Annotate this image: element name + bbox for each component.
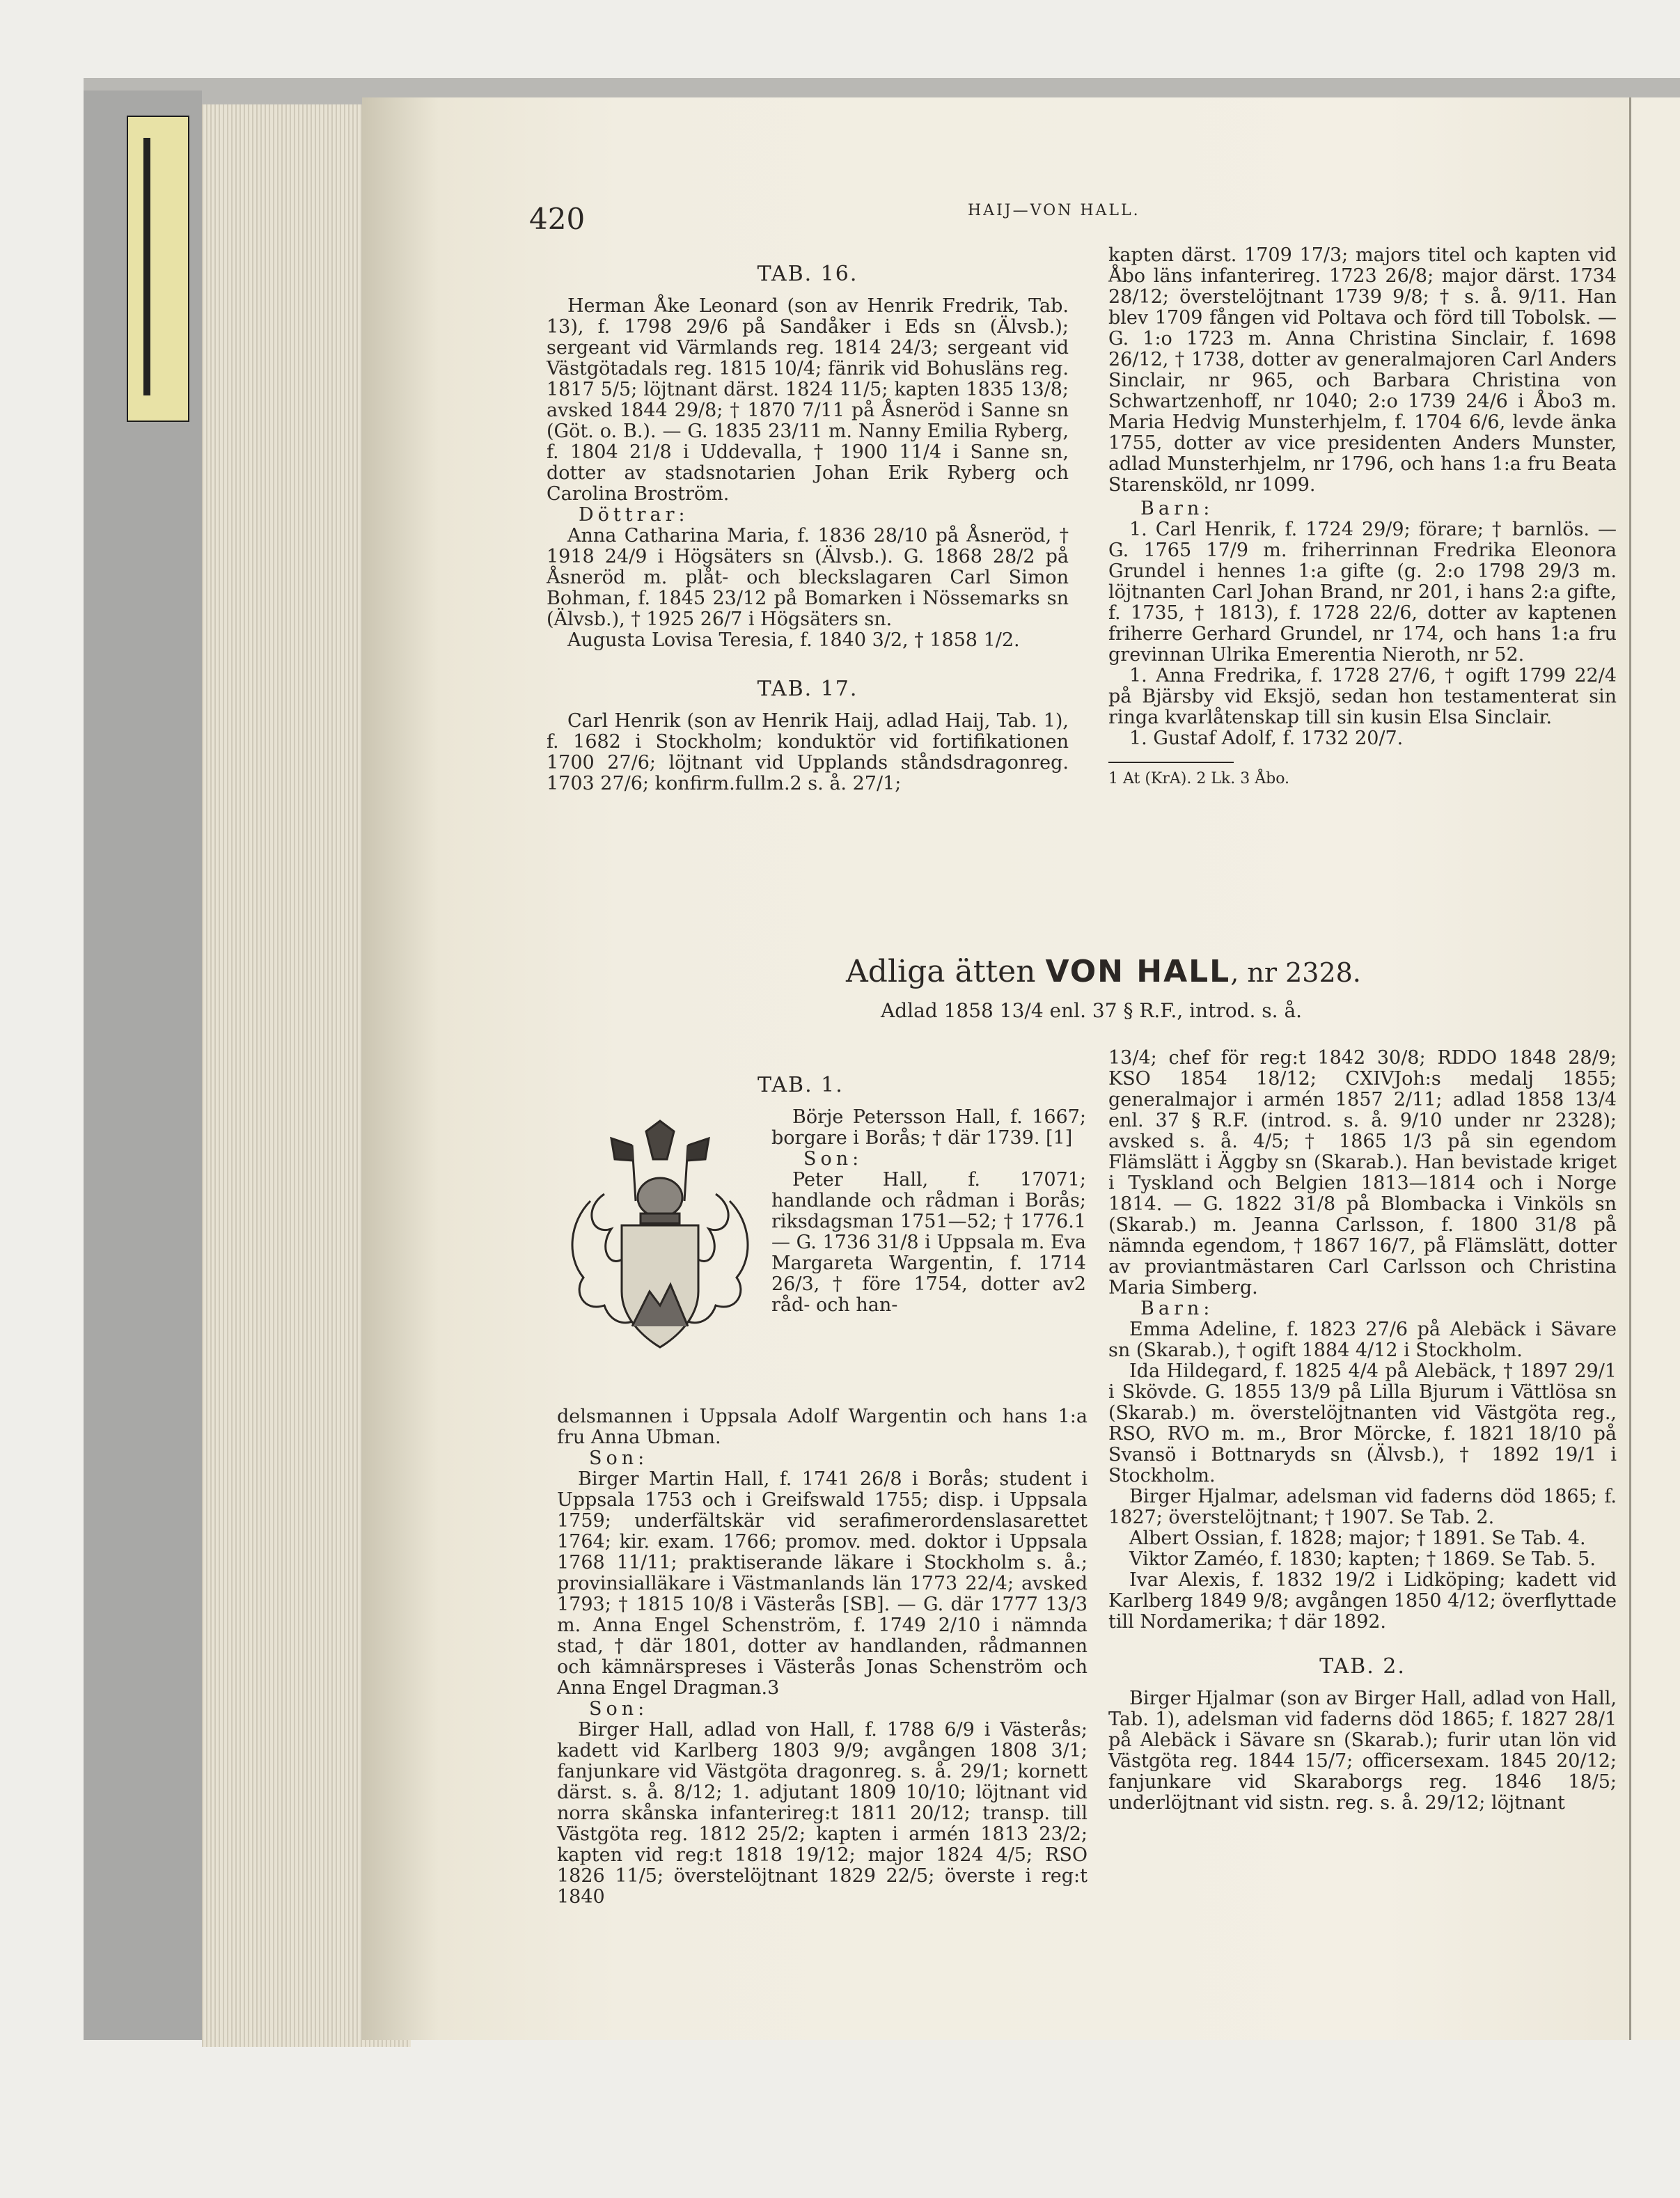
coat-of-arms-image <box>563 1117 757 1358</box>
tab16-entry: Herman Åke Leonard (son av Henrik Fredrik, Tab. 13), f. 1798 29/6 på Sandåker i Eds sn (Älvsb.); sergeant vid Värmlands reg. 1814 24/3; sergeant vid Västgötadals reg. 1815 10/4; fänrik vid Bohusläns reg. 1817 5/5; löjtnant därst. 1824 11/5; kapten 1835 13/8; avsked 1844 29/8; † 1870 7/11 på Åsneröd i Sanne sn (Göt. o. B.). — G. 1835 23/11 m. Nanny Emilia Ryberg, f. 1804 21/8 i Uddevalla, † 1900 11/4 i Sanne sn, dotter av stadsnotarien Johan Erik Ryberg och Carolina Broström. <box>547 295 1069 505</box>
tab16-subheading: Döttrar: <box>579 504 689 526</box>
facing-page-edge <box>1629 97 1680 2040</box>
tab16-child-1: Anna Catharina Maria, f. 1836 28/10 på Åsneröd, † 1918 24/9 i Högsäters sn (Älvsb.). G. 1868 28/2 på Åsneröd m. plåt- och bleckslagaren Carl Simon Bohman, f. 1845 23/12 på Bomarken i Nössemarks sn (Älvsb.), † 1925 26/7 i Högsäters sn. <box>547 525 1069 630</box>
tab1-child-albert: Albert Ossian, f. 1828; major; † 1891. Se Tab. 4. <box>1129 1528 1586 1549</box>
tab17-entry: Carl Henrik (son av Henrik Haij, adlad Haij, Tab. 1), f. 1682 i Stockholm; konduktör vid fortifikationen 1700 27/6; löjtnant vid Upplands ståndsdragonreg. 1703 27/6; konfirm.fullm.2 s. å. 27/1; <box>547 710 1069 794</box>
tab1-peter-cont: delsmannen i Uppsala Adolf Wargentin och hans 1:a fru Anna Ubman. <box>557 1406 1088 1448</box>
left-bottom-column <box>557 1406 1088 1908</box>
tab1-son-heading-1: Son: <box>803 1148 863 1170</box>
tab17-children-heading: Barn: <box>1140 498 1214 519</box>
tab1-child-emma: Emma Adeline, f. 1823 27/6 på Alebäck i Sävare sn (Skarab.), † ogift 1884 4/12 i Stockholm. <box>1108 1319 1617 1361</box>
tab1-entry-birger-martin: Birger Martin Hall, f. 1741 26/8 i Borås; student i Uppsala 1753 och i Greifswald 1755; disp. i Uppsala 1759; underfältskär vid serafimerordenslasarettet 1764; kir. exam. 1766; promov. med. doktor i Uppsala 1768 11/11; praktiserande läkare i Stockholm s. å.; provinsialläkare i Västmanlands län 1773 22/4; avsked 1793; † 1815 10/8 i Västerås [SB]. — G. där 1777 13/3 m. Anna Engel Schenström, f. 1749 2/10 i nämnda stad, † där 1801, dotter av handlanden, rådmannen och kämnärspreses i Västerås Jonas Schenström och Anna Engel Dragman.3 <box>557 1468 1088 1699</box>
tab17-child-3: 1. Gustaf Adolf, f. 1732 20/7. <box>1129 728 1404 749</box>
tab1-entry-peter: Peter Hall, f. 17071; handlande och rådman i Borås; riksdagsman 1751—52; † 1776.1 — G. 1736 31/8 i Uppsala m. Eva Margareta Wargentin, f. 1714 26/3, † före 1754, dotter av2 råd- och han- <box>771 1169 1086 1316</box>
tab1-children-heading: Barn: <box>1140 1298 1214 1319</box>
tab17-child-1: 1. Carl Henrik, f. 1724 29/9; förare; † barnlös. — G. 1765 17/9 m. friherrinnan Fredrika Eleonora Grundel i hennes 1:a gifte (g. 2:o 1798 29/3 m. löjtnanten Carl Johan Brand, nr 201, i hans 2:a gifte, f. 1735, † 1813), f. 1728 22/6, dotter av kaptenen friherre Gerhard Grundel, nr 174, och hans 1:a fru grevinnan Ulrika Emerentia Nieroth, nr 52. <box>1108 519 1617 666</box>
family-heading-prefix: Adliga ätten <box>846 954 1046 989</box>
right-top-column <box>1108 245 1617 790</box>
tab16-heading: TAB. 16. <box>757 262 858 286</box>
tab17-heading: TAB. 17. <box>757 677 858 701</box>
tab1-child-ida: Ida Hildegard, f. 1825 4/4 på Alebäck, † 1897 29/1 i Skövde. G. 1855 13/9 på Lilla Bjurum i Vättlösa sn (Skarab.) m. överstelöjtnanten vid Västgöta reg., RSO, RVO m. m., Bror Mörcke, f. 1821 18/10 på Svansö i Bottnaryds sn (Älvsb.), † 1892 19/1 i Stockholm. <box>1108 1360 1617 1486</box>
family-heading-suffix: , nr 2328. <box>1230 957 1361 988</box>
right-bottom-column <box>1108 1048 1617 1814</box>
tab17-child-2: 1. Anna Fredrika, f. 1728 27/6, † ogift 1799 22/4 på Bjärsby vid Eksjö, sedan hon testamenterat sin ringa kvarlåtenskap till sin kusin Elsa Sinclair. <box>1108 665 1617 728</box>
left-bottom-narrow <box>757 1065 1086 1316</box>
tab1-heading: TAB. 1. <box>757 1073 844 1097</box>
running-title: HAIJ—VON HALL. <box>968 202 1140 219</box>
tab1-entry-birger: Birger Hall, adlad von Hall, f. 1788 6/9 i Västerås; kadett vid Karlberg 1803 9/9; avgången 1808 3/1; fanjunkare vid Västgöta dragonreg. s. å. 29/1; kornett därst. s. å. 8/12; 1. adjutant 1809 10/10; löjtnant vid norra skånska infanterireg:t 1811 20/12; transp. till Västgöta reg. 1812 25/2; kapten i armén 1813 23/2; kapten vid reg:t 1818 19/12; major 1824 4/5; RSO 1826 11/5; överstelöjtnant 1829 22/5; överste i reg:t 1840 <box>557 1719 1088 1908</box>
tab17-continuation: kapten därst. 1709 17/3; majors titel och kapten vid Åbo läns infanterireg. 1723 26/8; major därst. 1734 28/12; överstelöjtnant 1739 9/8; † s. å. 9/11. Han blev 1709 fången vid Poltava och förd till Tobolsk. — G. 1:o 1723 m. Anna Christina Sinclair, f. 1698 26/12, † 1738, dotter av generalmajoren Carl Anders Sinclair, nr 965, och Barbara Christina von Schwartzenhoff, nr 1040; 2:o 1739 24/6 i Åbo3 m. Maria Hedvig Munsterhjelm, f. 1704 6/6, levde änka 1755, dotter av vice presidenten Anders Munster, adlad Munsterhjelm, nr 1796, och hans 1:a fru Beata Starensköld, nr 1099. <box>1108 244 1617 496</box>
footnote-rule <box>1108 762 1234 763</box>
tab1-birger-cont: 13/4; chef för reg:t 1842 30/8; RDDO 1848 28/9; KSO 1854 18/12; CXIVJoh:s medalj 1855; generalmajor i armén 1857 2/11; adlad 1858 13/4 enl. 37 § R.F. (introd. s. å. 9/10 under nr 2328); avsked s. å. 4/5; † 1865 1/3 på sin egendom Flämslätt i Äggby sn (Skarab.). Han bevistade kriget i Tyskland och Belgien 1813—1814 och i Norge 1814. — G. 1822 31/8 på Blombacka i Vinköls sn (Skarab.) m. Jeanna Carlsson, f. 1800 31/8 på nämnda egendom, † 1867 16/7, på Flämslätt, dotter av proviantmästaren Carl Carlsson och Christina Maria Simberg. <box>1108 1047 1617 1298</box>
tab2-entry: Birger Hjalmar (son av Birger Hall, adlad von Hall, Tab. 1), adelsman vid faderns död 1865; f. 1827 28/1 på Alebäck i Sävare sn (Skarab.); furir utan lön vid Västgöta reg. 1844 15/7; officersexam. 1845 20/12; fanjunkare vid Skaraborgs reg. 1846 18/5; underlöjtnant vid sistn. reg. s. å. 29/12; löjtnant <box>1108 1688 1617 1814</box>
tab2-heading: TAB. 2. <box>1319 1654 1406 1679</box>
family-subtitle: Adlad 1858 13/4 enl. 37 § R.F., introd. s. å. <box>881 999 1303 1022</box>
footnotes: 1 At (KrA). 2 Lk. 3 Åbo. <box>1108 770 1290 787</box>
tab1-entry-borje: Börje Petersson Hall, f. 1667; borgare i Borås; † där 1739. [1] <box>771 1106 1086 1149</box>
family-name: VON HALL <box>1045 954 1231 989</box>
page-number: 420 <box>529 202 586 236</box>
tab1-child-birger-hjalmar: Birger Hjalmar, adelsman vid faderns död 1865; f. 1827; överstelöjtnant; † 1907. Se Tab. 2. <box>1108 1486 1617 1528</box>
family-heading <box>846 954 1361 989</box>
tab1-child-ivar: Ivar Alexis, f. 1832 19/2 i Lidköping; kadett vid Karlberg 1849 9/8; avgången 1850 4/12; överflyttade till Nordamerika; † där 1892. <box>1108 1569 1617 1633</box>
left-top-column <box>547 254 1069 794</box>
tab16-child-2: Augusta Lovisa Teresia, f. 1840 3/2, † 1858 1/2. <box>567 629 1020 651</box>
spine-label <box>127 116 189 422</box>
tab1-son-heading-3: Son: <box>589 1698 649 1720</box>
tab1-child-viktor: Viktor Zaméo, f. 1830; kapten; † 1869. Se Tab. 5. <box>1129 1548 1596 1570</box>
tab1-son-heading-2: Son: <box>589 1447 649 1469</box>
